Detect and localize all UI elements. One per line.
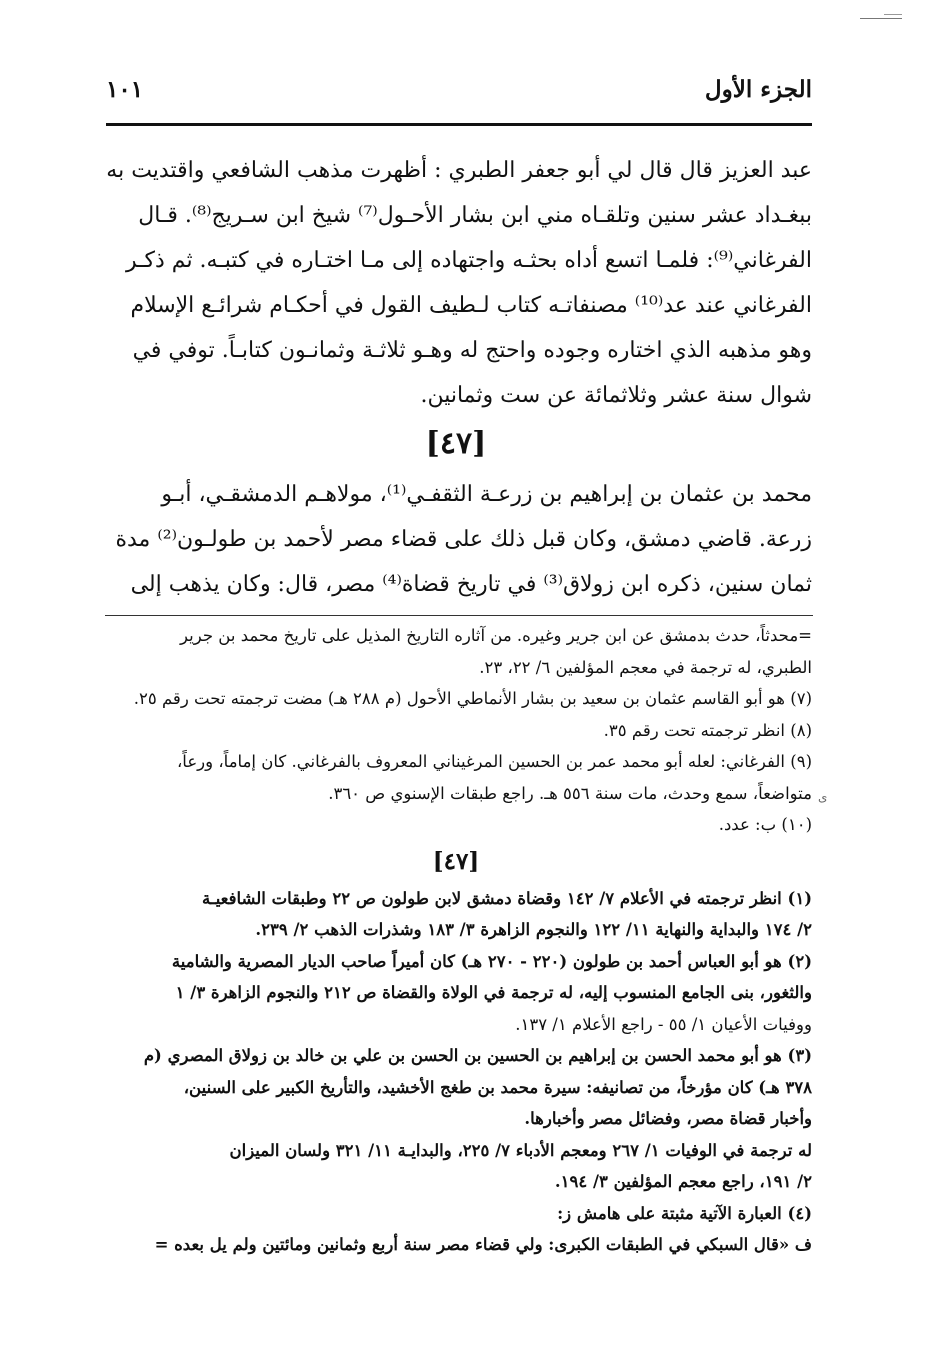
- footnote-line: ف «قال السبكي في الطبقات الكبرى: ولي قضاء مصر سنة أربع وثمانين ومائتين ولم يل بعده =: [154, 1235, 812, 1254]
- footnote-line: (٤) العبارة الآتية مثبتة على هامش ز:: [557, 1203, 812, 1223]
- footnote-line: (٧) هو أبو القاسم عثمان بن سعيد بن بشار الأنماطي الأحول (م ٢٨٨ هـ) مضت ترجمته تحت رقم ٢٥.: [133, 689, 812, 708]
- footnote-line: ٢/ ١٧٤ والبداية والنهاية ١١/ ١٢٢ والنجوم الزاهرة ٣/ ١٨٣ وشذرات الذهب ٢/ ٢٣٩.: [255, 920, 812, 939]
- text-line: ببغـداد عشر سنين وتلقـاه مني ابن بشار الأحـول⁽⁷⁾ شيخ ابن سـريج⁽⁸⁾. قـال: [138, 203, 812, 228]
- footnote-line: متواضعاً، سمع وحدث، مات سنة ٥٥٦ هـ. راجع طبقات الإسنوي ص ٣٦٠.: [328, 783, 812, 803]
- footnote-line: (١) انظر ترجمته في الأعلام ٧/ ١٤٢ وقضاة دمشق لابن طولون ص ٢٢ وطبقات الشافعيـة: [202, 888, 812, 908]
- footnote-line: (٢) هو أبو العباس أحمد بن طولون (٢٢٠ - ٢٧٠ هـ) كان أميراً صاحب الديار المصرية والشامية: [171, 951, 812, 971]
- footnote-line: (٩) الفرغاني: لعله أبو محمد عمر بن الحسين المرغيناني المعروف بالفرغاني. كان إماماً، ورعاً،: [176, 752, 812, 771]
- main-paragraph: [100, 148, 812, 470]
- footnote-section-number: [٤٧]: [432, 847, 480, 875]
- text-line: ثمان سنين، ذكره ابن زولاق⁽³⁾ في تاريخ قضاة⁽⁴⁾ مصر، قال: وكان يذهب إلى: [130, 572, 812, 597]
- text-line: محمد بن عثمان بن إبراهيم بن زرعـة الثقفـي⁽¹⁾، مولاهـم الدمشقـي، أبـو: [161, 482, 812, 507]
- text-line: شوال سنة عشر وثلاثمائة عن ست وثمانين.: [420, 383, 812, 408]
- page-header-title: الجزء الأول: [704, 76, 812, 103]
- footnote-line: ٢/ ١٩١، راجع معجم المؤلفين ٣/ ١٩٤.: [554, 1172, 812, 1191]
- text-line: عبد العزيز قال قال لي أبو جعفر الطبري : أظهرت مذهب الشافعي واقتديت به: [106, 158, 812, 183]
- page-header: [100, 72, 812, 112]
- footnote-line: ووفيات الأعيان ١/ ٥٥ - راجع الأعلام ١/ ١٣٧.: [515, 1014, 812, 1034]
- footnote-line: والثغور، بنى الجامع المنسوب إليه، له ترجمة في الولاة والقضاة ص ٢١٢ والنجوم الزاهرة ٣/ ١: [175, 983, 812, 1002]
- footnote-rule: [105, 615, 813, 616]
- text-line: وهو مذهبه الذي اختاره وجوده واحتج له وهـو ثلاثـة وثمانـون كتابـاً. توفي في: [132, 338, 812, 363]
- corner-mark: [884, 14, 902, 15]
- text-line: زرعة. قاضي دمشق، وكان قبل ذلك على قضاء مصر لأحمد بن طولـون⁽²⁾ مدة: [115, 527, 812, 552]
- section-paragraph: [100, 472, 812, 607]
- footnote-line: وأخبار قضاة مصر، وفضائل مصر وأخبارها.: [524, 1109, 812, 1128]
- footnote-line: ٣٧٨ هـ) كان مؤرخاً، من تصانيفه: سيرة محمد بن طغج الأخشيد، والتأريخ الكبير على السنين،: [183, 1077, 812, 1097]
- footnote-line: =محدثاً، حدث بدمشق عن ابن جرير وغيره. من آثاره التاريخ المذيل على تاريخ محمد بن جرير: [180, 626, 812, 645]
- margin-mark: ﻯ: [818, 790, 828, 804]
- page-number: ١٠١: [106, 76, 144, 103]
- footnotes: [100, 620, 812, 1261]
- text-line: الفرغاني⁽⁹⁾: فلمـا اتسع أداه بحثـه واجتهاده إلى مـا اختـاره في كتبـه. ثم ذكـر: [125, 248, 812, 273]
- corner-mark: [860, 18, 902, 19]
- footnote-line: له ترجمة في الوفيات ١/ ٢٦٧ ومعجم الأدباء ٧/ ٢٢٥، والبدايـة ١١/ ٣٢١ ولسان الميزان: [229, 1140, 812, 1160]
- section-number: [٤٧]: [425, 426, 487, 461]
- footnote-line: (٣) هو أبو محمد الحسن بن إبراهيم بن الحسين بن الحسن بن علي بن خالد بن زولاق المصري (م: [143, 1046, 812, 1065]
- footnote-line: (١٠) ب: عدد.: [718, 815, 812, 834]
- text-line: الفرغاني عند عد⁽¹⁰⁾ مصنفاتـه كتاب لـطيف القول في أحكـام شرائـع الإسلام: [130, 293, 812, 318]
- footnote-line: (٨) انظر ترجمته تحت رقم ٣٥.: [603, 720, 812, 740]
- header-rule: [106, 123, 812, 126]
- footnote-line: الطبري، له ترجمة في معجم المؤلفين ٦/ ٢٢، ٢٣.: [479, 657, 812, 677]
